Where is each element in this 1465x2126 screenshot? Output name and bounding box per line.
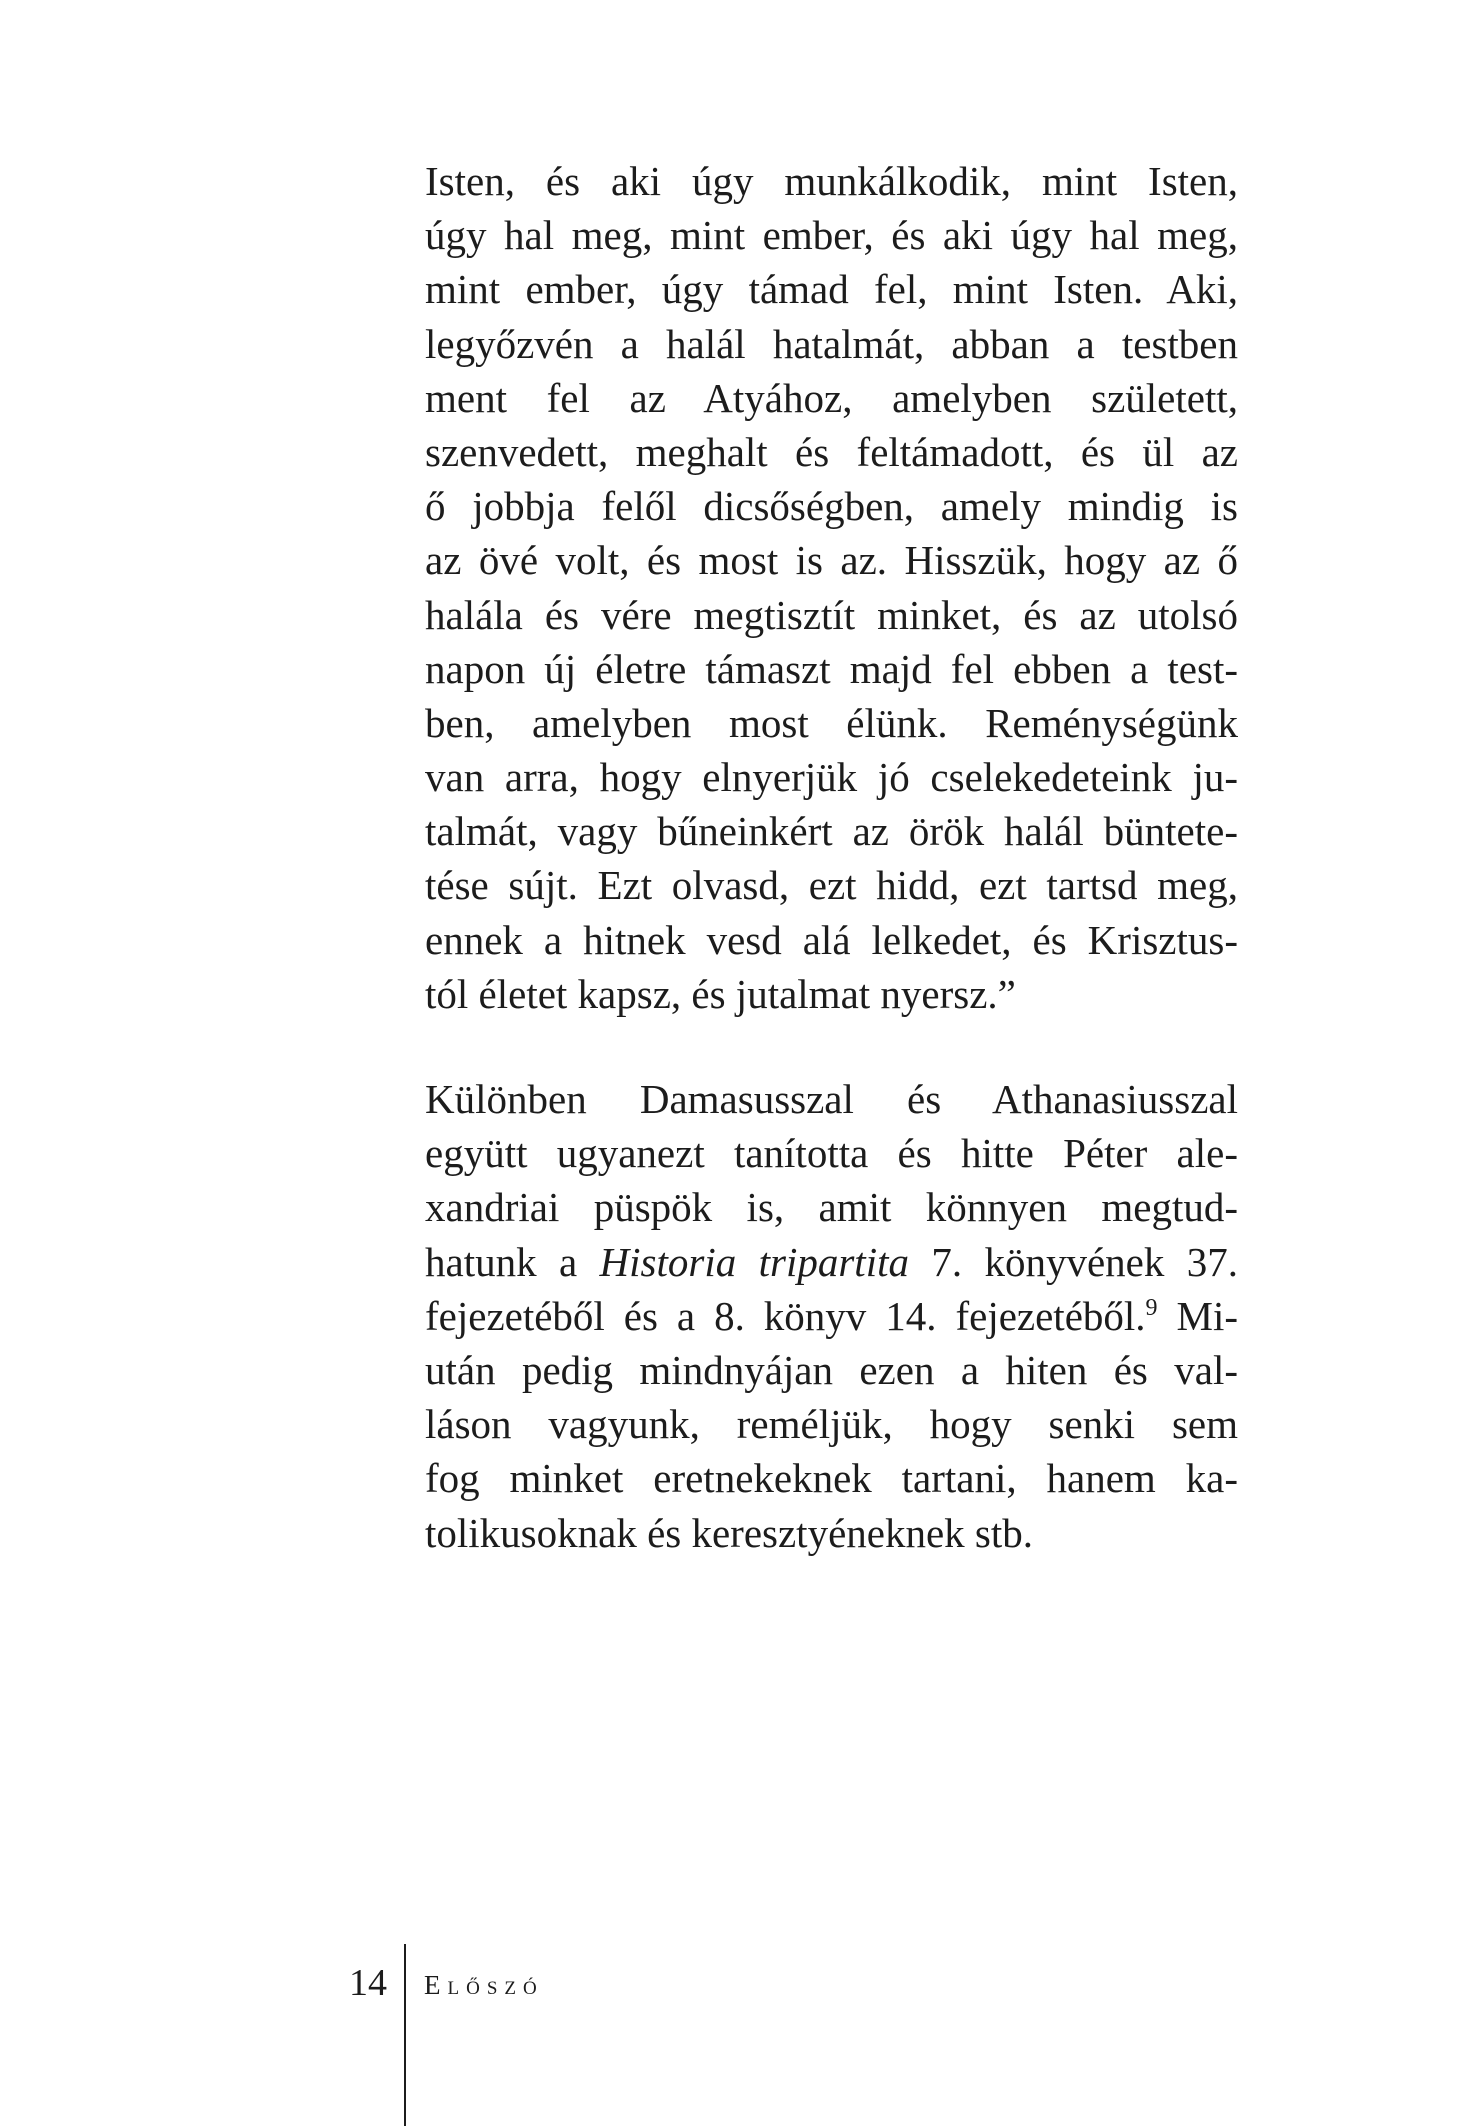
text-line: után pedig mindnyájan ezen a hiten és val- bbox=[425, 1346, 1238, 1393]
text-line-with-title bbox=[425, 1235, 1238, 1289]
text-line: ment fel az Atyához, amelyben született, bbox=[425, 374, 1238, 421]
text-line: úgy hal meg, mint ember, és aki úgy hal meg, bbox=[425, 212, 1238, 259]
text-line: legyőzvén a halál hatalmát, abban a testben bbox=[425, 320, 1238, 367]
text-segment: hatunk a bbox=[425, 1238, 600, 1285]
paragraph-quote-end bbox=[425, 154, 1238, 1021]
text-line: tolikusoknak és keresztyéneknek stb. bbox=[425, 1509, 1034, 1556]
footer-divider bbox=[404, 1944, 406, 2126]
page-number: 14 bbox=[349, 1962, 387, 2004]
text-line: tól életet kapsz, és jutalmat nyersz.” bbox=[425, 970, 1016, 1017]
text-line: ő jobbja felől dicsőségben, amely mindig is bbox=[425, 483, 1238, 530]
text-line: fog minket eretnekeknek tartani, hanem ka- bbox=[425, 1455, 1238, 1502]
text-segment: 7. könyvének 37. bbox=[908, 1238, 1238, 1285]
text-line: ennek a hitnek vesd alá lelkedet, és Krisztus- bbox=[425, 916, 1238, 963]
text-line: az övé volt, és most is az. Hisszük, hogy az ő bbox=[425, 537, 1238, 584]
running-head-label: Előszó bbox=[424, 1970, 544, 2000]
text-line: ben, amelyben most élünk. Reménységünk bbox=[425, 699, 1238, 746]
text-line: talmát, vagy bűneinkért az örök halál büntete- bbox=[425, 808, 1238, 855]
text-segment: fejezetéből és a 8. könyv 14. fejezetéből. bbox=[425, 1292, 1146, 1339]
book-title-italic: Historia tripartita bbox=[599, 1238, 909, 1285]
text-line: szenvedett, meghalt és feltámadott, és ül az bbox=[425, 428, 1238, 475]
text-line: Isten, és aki úgy munkálkodik, mint Isten, bbox=[425, 158, 1238, 204]
text-line: halála és vére megtisztít minket, és az utolsó bbox=[425, 591, 1238, 638]
footnote-marker[interactable]: 9 bbox=[1145, 1294, 1158, 1321]
text-line: xandriai püspök is, amit könnyen megtud- bbox=[425, 1184, 1238, 1231]
text-line: együtt ugyanezt tanította és hitte Péter ale- bbox=[425, 1130, 1238, 1177]
text-line: napon új életre támaszt majd fel ebben a test- bbox=[425, 645, 1238, 692]
paragraph-commentary bbox=[425, 1072, 1238, 1560]
text-line-with-footnote bbox=[425, 1289, 1238, 1343]
running-head bbox=[424, 1970, 544, 2000]
text-line: mint ember, úgy támad fel, mint Isten. Aki, bbox=[425, 266, 1238, 313]
text-segment: Mi- bbox=[1157, 1292, 1238, 1339]
text-line: Különben Damasusszal és Athanasiusszal bbox=[425, 1076, 1238, 1122]
text-line: tése sújt. Ezt olvasd, ezt hidd, ezt tartsd meg, bbox=[425, 862, 1238, 909]
text-line: láson vagyunk, reméljük, hogy senki sem bbox=[425, 1401, 1238, 1448]
text-line: van arra, hogy elnyerjük jó cselekedeteink ju- bbox=[425, 754, 1238, 801]
